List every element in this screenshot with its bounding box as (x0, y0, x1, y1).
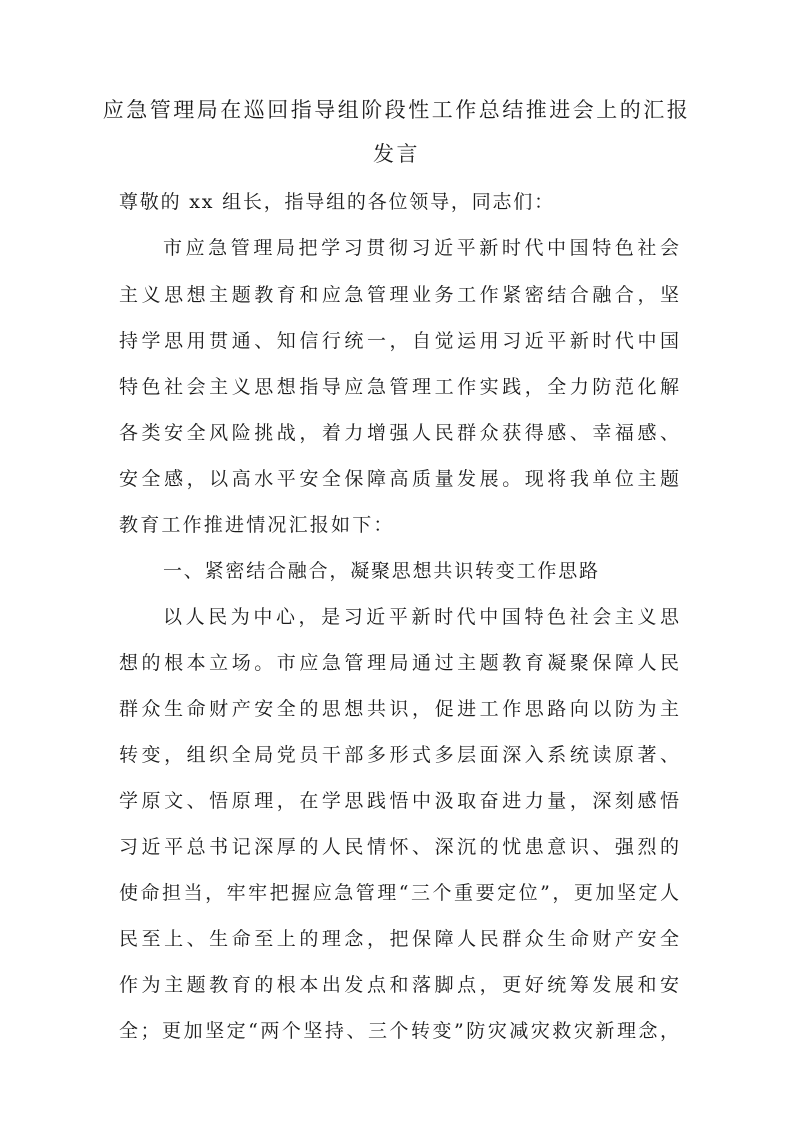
section-heading: 一、紧密结合融合，凝聚思想共识转变工作思路 (163, 560, 600, 582)
section-line: 群众生命财产安全的思想共识，促进工作思路向以防为主 (119, 698, 679, 720)
section-line: 作为主题教育的根本出发点和落脚点，更好统筹发展和安 (119, 974, 679, 996)
document-title-line-1: 应急管理局在巡回指导组阶段性工作总结推进会上的汇报 (102, 98, 691, 122)
section-line: 学原文、悟原理，在学思践悟中汲取奋进力量，深刻感悟 (119, 790, 679, 812)
section-line: 转变，组织全局党员干部多形式多层面深入系统读原著、 (119, 744, 679, 766)
intro-line: 市应急管理局把学习贯彻习近平新时代中国特色社会 (163, 237, 679, 259)
section-line: 以人民为中心，是习近平新时代中国特色社会主义思 (163, 606, 679, 628)
section-line: 习近平总书记深厚的人民情怀、深沉的忧患意识、强烈的 (119, 836, 679, 858)
section-line: 想的根本立场。市应急管理局通过主题教育凝聚保障人民 (119, 652, 679, 674)
section-line: 使命担当，牢牢把握应急管理“三个重要定位”，更加坚定人 (119, 882, 679, 904)
intro-line: 教育工作推进情况汇报如下： (119, 514, 395, 536)
intro-line: 持学思用贯通、知信行统一，自觉运用习近平新时代中国 (119, 330, 679, 352)
intro-line: 各类安全风险挑战，着力增强人民群众获得感、幸福感、 (119, 422, 679, 444)
section-line: 全；更加坚定“两个坚持、三个转变”防灾减灾救灾新理念， (119, 1020, 679, 1042)
intro-line: 特色社会主义思想指导应急管理工作实践，全力防范化解 (119, 376, 679, 398)
intro-line: 安全感，以高水平安全保障高质量发展。现将我单位主题 (119, 468, 679, 490)
salutation: 尊敬的 xx 组长，指导组的各位领导，同志们： (119, 191, 555, 213)
section-line: 民至上、生命至上的理念，把保障人民群众生命财产安全 (119, 928, 679, 950)
intro-line: 主义思想主题教育和应急管理业务工作紧密结合融合，坚 (119, 284, 679, 306)
document-title-line-2: 发言 (373, 142, 420, 166)
